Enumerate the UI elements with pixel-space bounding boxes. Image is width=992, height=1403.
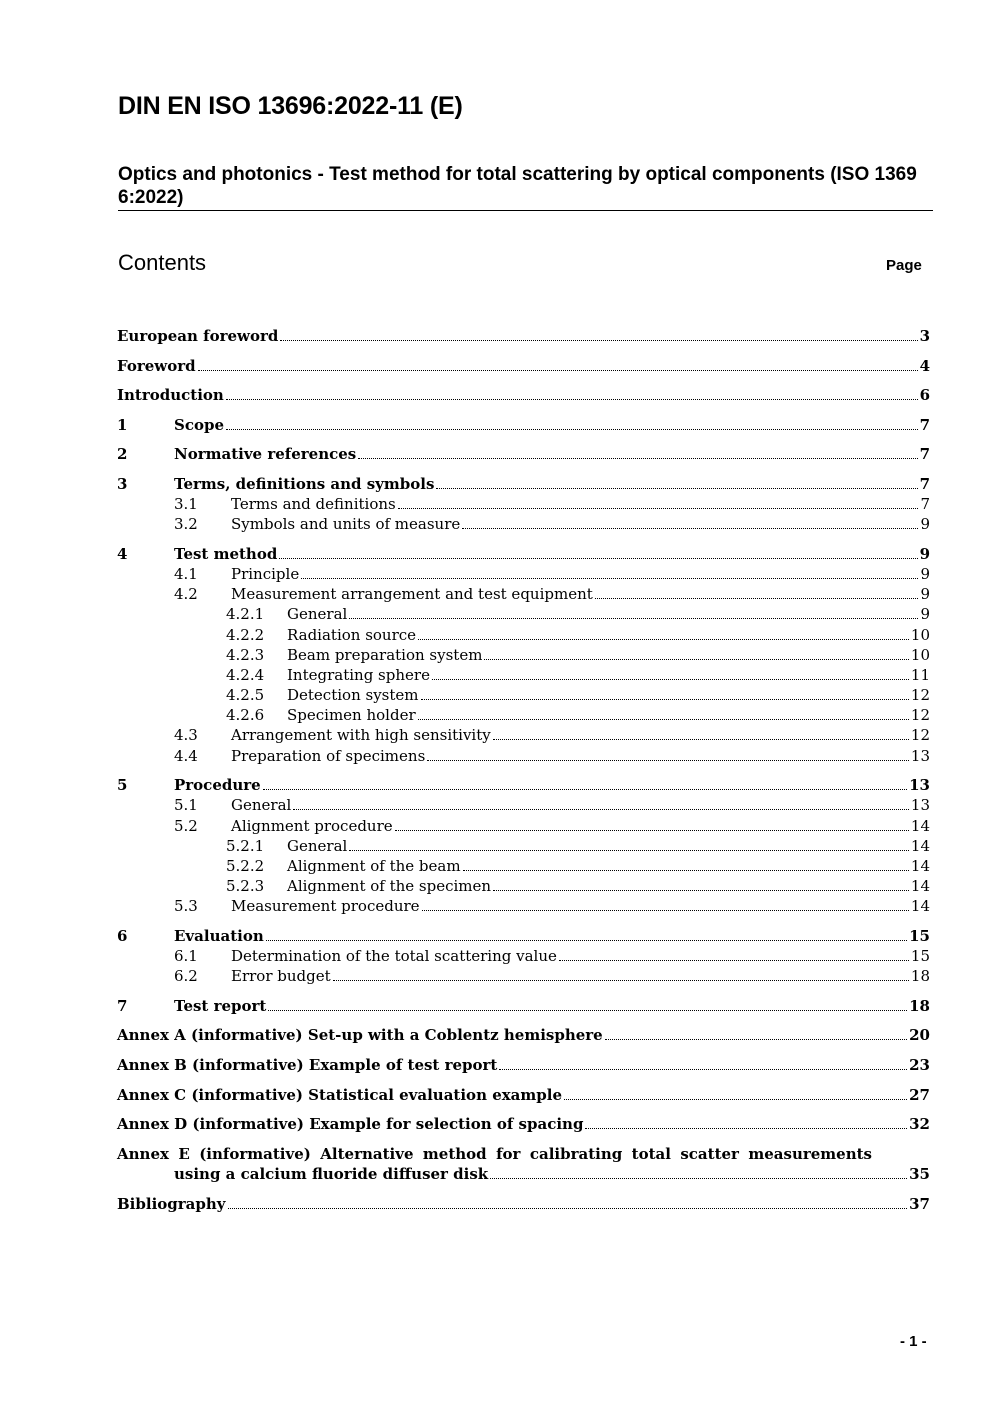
toc-entry-page: 13 <box>910 747 930 765</box>
toc-entry-4-3[interactable] <box>117 725 930 745</box>
contents-heading: Contents <box>118 250 207 275</box>
toc-entry-4-2[interactable] <box>117 584 930 604</box>
dot-leader <box>462 528 918 529</box>
toc-entry-4-2-4[interactable] <box>117 665 930 685</box>
toc-entry-title: Test report <box>174 997 267 1015</box>
toc-entry-number: 5.2.1 <box>226 837 265 855</box>
toc-entry-page: 32 <box>909 1115 930 1133</box>
toc-entry-5-2[interactable] <box>117 816 930 836</box>
toc-entry-page: 14 <box>910 897 930 915</box>
toc-entry-page: 35 <box>909 1165 930 1183</box>
toc-entry-page: 15 <box>909 927 930 945</box>
dot-leader <box>280 340 917 341</box>
toc-entry-title: Symbols and units of measure <box>231 515 461 533</box>
toc-entry-title: Bibliography <box>117 1195 226 1213</box>
toc-entry-page: 7 <box>919 475 930 493</box>
dot-leader <box>198 370 918 371</box>
toc-entry-title: General <box>231 796 292 814</box>
toc-entry-6[interactable] <box>117 926 930 946</box>
toc-entry-number: 4.4 <box>174 747 198 765</box>
toc-entry-page: 14 <box>910 877 930 895</box>
toc-entry-annex-e[interactable] <box>117 1164 930 1184</box>
toc-entry-page: 7 <box>920 495 930 513</box>
toc-entry-page: 12 <box>910 706 930 724</box>
title-divider <box>118 210 933 211</box>
dot-leader <box>605 1039 907 1040</box>
toc-entry-number: 2 <box>117 445 128 463</box>
toc-entry-page: 7 <box>919 416 930 434</box>
toc-entry-title: Evaluation <box>174 927 264 945</box>
toc-entry-annex-b[interactable] <box>117 1055 930 1075</box>
toc-entry-5-2-3[interactable] <box>117 876 930 896</box>
toc-entry-page: 27 <box>909 1086 930 1104</box>
toc-entry-page: 14 <box>910 817 930 835</box>
toc-entry-title: Alignment procedure <box>231 817 393 835</box>
dot-leader <box>349 850 909 851</box>
dot-leader <box>585 1128 907 1129</box>
dot-leader <box>226 399 918 400</box>
toc-entry-page: 13 <box>910 796 930 814</box>
toc-entry-title: Test method <box>174 545 278 563</box>
toc-entry-number: 3.1 <box>174 495 198 513</box>
toc-entry-page: 10 <box>910 646 930 664</box>
toc-entry-number: 6 <box>117 927 128 945</box>
toc-entry-7[interactable] <box>117 996 930 1016</box>
toc-entry-title: Introduction <box>117 386 224 404</box>
toc-entry-5-2-2[interactable] <box>117 856 930 876</box>
toc-entry-number: 5.3 <box>174 897 198 915</box>
toc-entry-6-2[interactable] <box>117 966 930 986</box>
toc-entry-4-2-3[interactable] <box>117 645 930 665</box>
toc-entry-page: 13 <box>909 776 930 794</box>
toc-entry-page: 9 <box>919 545 930 563</box>
toc-entry-title: Scope <box>174 416 225 434</box>
dot-leader <box>493 739 909 740</box>
toc-entry-page: 6 <box>919 386 930 404</box>
toc-entry-page: 23 <box>909 1056 930 1074</box>
toc-entry-number: 6.1 <box>174 947 198 965</box>
dot-leader <box>228 1208 908 1209</box>
dot-leader <box>499 1069 907 1070</box>
toc-entry-title: Beam preparation system <box>287 646 483 664</box>
dot-leader <box>263 789 907 790</box>
toc-entry-title: General <box>287 605 348 623</box>
toc-entry-page: 14 <box>910 837 930 855</box>
toc-entry-title: Annex B (informative) Example of test report <box>117 1056 498 1074</box>
toc-entry-title: Annex A (informative) Set-up with a Coblentz hemisphere <box>117 1026 603 1044</box>
toc-entry-title: General <box>287 837 348 855</box>
dot-leader <box>432 679 909 680</box>
toc-entry-page: 20 <box>909 1026 930 1044</box>
toc-entry-title: Integrating sphere <box>287 666 430 684</box>
toc-entry-title: Detection system <box>287 686 419 704</box>
toc-entry-5-2-1[interactable] <box>117 836 930 856</box>
toc-entry-number: 5 <box>117 776 128 794</box>
toc-entry-page: 12 <box>910 726 930 744</box>
toc-entry-number: 4.1 <box>174 565 198 583</box>
toc-entry-title: using a calcium fluoride diffuser disk <box>174 1165 489 1183</box>
dot-leader <box>463 870 909 871</box>
toc-entry-number: 4.2.6 <box>226 706 265 724</box>
toc-entry-foreword[interactable] <box>117 356 930 376</box>
toc-entry-number: 6.2 <box>174 967 198 985</box>
toc-entry-title: Foreword <box>117 357 196 375</box>
toc-entry-4-2-6[interactable] <box>117 705 930 725</box>
toc-entry-number: 4.2.5 <box>226 686 265 704</box>
toc-entry-title: Determination of the total scattering value <box>231 947 557 965</box>
toc-entry-annex-d[interactable] <box>117 1114 930 1134</box>
standard-title: DIN EN ISO 13696:2022-11 (E) <box>118 92 463 120</box>
toc-entry-2[interactable] <box>117 444 930 464</box>
toc-entry-number: 4.2.3 <box>226 646 265 664</box>
toc-entry-page: 15 <box>910 947 930 965</box>
dot-leader <box>349 618 918 619</box>
toc-entry-title: Principle <box>231 565 300 583</box>
toc-entry-number: 4.2 <box>174 585 198 603</box>
toc-entry-4-2-5[interactable] <box>117 685 930 705</box>
toc-entry-title: Specimen holder <box>287 706 416 724</box>
toc-entry-annex-c[interactable] <box>117 1085 930 1105</box>
toc-entry-4-1[interactable] <box>117 564 930 584</box>
toc-entry-3[interactable] <box>117 474 930 494</box>
toc-entry-title: Procedure <box>174 776 261 794</box>
toc-entry-page: 14 <box>910 857 930 875</box>
toc-entry-5-3[interactable] <box>117 896 930 916</box>
dot-leader <box>395 830 909 831</box>
toc-entry-title: Terms, definitions and symbols <box>174 475 435 493</box>
dot-leader <box>418 719 909 720</box>
dot-leader <box>268 1010 907 1011</box>
toc-entry-page: 7 <box>919 445 930 463</box>
dot-leader <box>418 639 909 640</box>
toc-entry-number: 3 <box>117 475 128 493</box>
toc-entry-5[interactable] <box>117 775 930 795</box>
dot-leader <box>226 429 918 430</box>
toc-entry-5-1[interactable] <box>117 795 930 815</box>
toc-entry-6-1[interactable] <box>117 946 930 966</box>
toc-entry-number: 5.1 <box>174 796 198 814</box>
dot-leader <box>436 488 917 489</box>
toc-entry-4[interactable] <box>117 544 930 564</box>
toc-entry-title: Alignment of the beam <box>287 857 461 875</box>
dot-leader <box>266 940 907 941</box>
toc-entry-page: 9 <box>920 585 930 603</box>
toc-entry-title: Radiation source <box>287 626 417 644</box>
dot-leader <box>490 1178 907 1179</box>
dot-leader <box>333 980 909 981</box>
toc-entry-number: 4.2.2 <box>226 626 265 644</box>
dot-leader <box>398 508 919 509</box>
toc-entry-title: Annex C (informative) Statistical evaluation example <box>117 1086 562 1104</box>
toc-entry-4-2-2[interactable] <box>117 625 930 645</box>
toc-entry-number: 5.2 <box>174 817 198 835</box>
toc-entry-number: 5.2.2 <box>226 857 265 875</box>
toc-entry-title: European foreword <box>117 327 279 345</box>
dot-leader <box>484 659 908 660</box>
toc-entry-title: Normative references <box>174 445 357 463</box>
toc-entry-number: 3.2 <box>174 515 198 533</box>
toc-entry-number: 4.2.1 <box>226 605 265 623</box>
toc-entry-title: Terms and definitions <box>231 495 396 513</box>
toc-entry-page: 37 <box>909 1195 930 1213</box>
toc-entry-page: 9 <box>920 565 930 583</box>
toc-entry-number: 4.3 <box>174 726 198 744</box>
dot-leader <box>358 458 917 459</box>
toc-entry-title: Alignment of the specimen <box>287 877 492 895</box>
toc-entry-title: Measurement arrangement and test equipment <box>231 585 593 603</box>
dot-leader <box>427 760 909 761</box>
toc-entry-page: 12 <box>910 686 930 704</box>
toc-entry-4-2-1[interactable] <box>117 604 930 624</box>
page-column-label: Page <box>886 257 922 274</box>
toc-entry-3-2[interactable] <box>117 514 930 534</box>
toc-entry-page: 9 <box>920 515 930 533</box>
toc-entry-page: 10 <box>910 626 930 644</box>
dot-leader <box>493 890 909 891</box>
toc-entry-european-foreword[interactable] <box>117 326 930 346</box>
dot-leader <box>559 960 909 961</box>
toc-entry-number: 4.2.4 <box>226 666 265 684</box>
toc-entry-number: 5.2.3 <box>226 877 265 895</box>
toc-entry-number: 7 <box>117 997 128 1015</box>
toc-entry-page: 3 <box>919 327 930 345</box>
toc-entry-1[interactable] <box>117 415 930 435</box>
dot-leader <box>301 578 918 579</box>
dot-leader <box>564 1099 907 1100</box>
toc-entry-number: 1 <box>117 416 128 434</box>
toc-entry-title: Preparation of specimens <box>231 747 426 765</box>
toc-entry-title: Arrangement with high sensitivity <box>231 726 491 744</box>
dot-leader <box>279 558 917 559</box>
dot-leader <box>595 598 919 599</box>
toc-entry-introduction[interactable] <box>117 385 930 405</box>
toc-entry-4-4[interactable] <box>117 746 930 766</box>
dot-leader <box>293 809 909 810</box>
dot-leader <box>422 910 909 911</box>
document-subtitle: Optics and photonics - Test method for total scattering by optical components (ISO 1369 6:2022) <box>118 164 917 208</box>
toc-entry-title: Error budget <box>231 967 331 985</box>
toc-entry-title: Annex D (informative) Example for selection of spacing <box>117 1115 584 1133</box>
toc-entry-title: Measurement procedure <box>231 897 420 915</box>
toc-entry-page: 18 <box>909 997 930 1015</box>
toc-entry-page: 11 <box>910 666 930 684</box>
page-number: - 1 - <box>900 1333 927 1350</box>
toc-entry-annex-a[interactable] <box>117 1025 930 1045</box>
toc-entry-number: 4 <box>117 545 128 563</box>
toc-entry-annex-e-line1[interactable]: Annex E (informative) Alternative method for calibrating total scatter measurements <box>117 1145 872 1163</box>
toc-entry-page: 4 <box>919 357 930 375</box>
dot-leader <box>421 699 909 700</box>
toc-entry-page: 18 <box>910 967 930 985</box>
toc-entry-3-1[interactable] <box>117 494 930 514</box>
toc-entry-page: 9 <box>920 605 930 623</box>
toc-entry-bibliography[interactable] <box>117 1194 930 1214</box>
